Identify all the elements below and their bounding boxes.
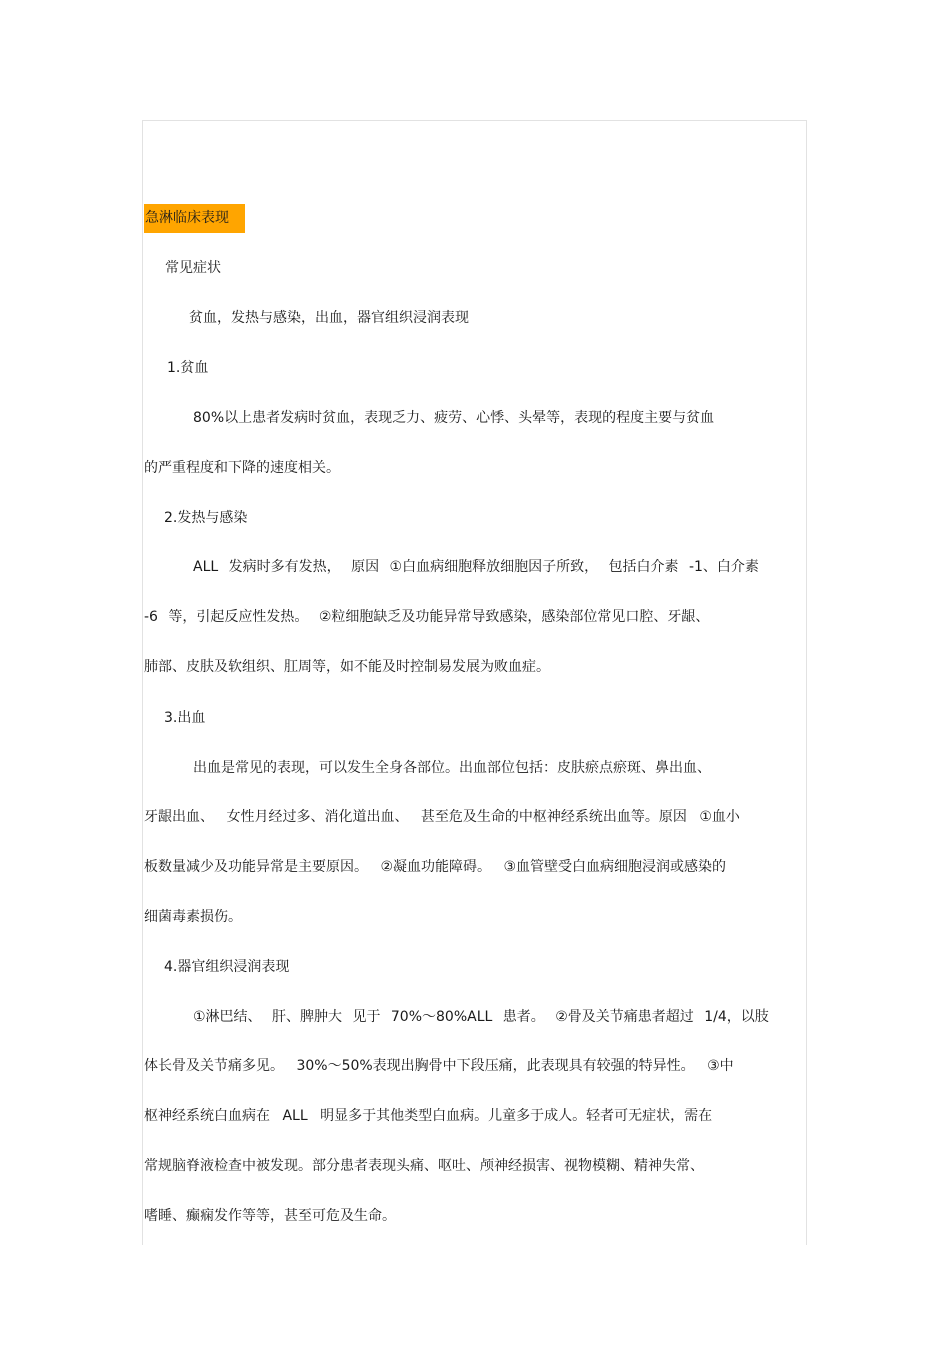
symptom-summary: 贫血，发热与感染，出血，器官组织浸润表现 (189, 310, 469, 326)
paragraph-line: 牙龈出血、 女性月经过多、消化道出血、 甚至危及生命的中枢神经系统出血等。原因 ①血小 (144, 809, 740, 825)
page-frame (142, 120, 807, 1245)
section-heading-common-symptoms: 常见症状 (165, 260, 221, 276)
paragraph-line: 细菌毒素损伤。 (144, 909, 242, 925)
paragraph-line: 肺部、皮肤及软组织、肛周等，如不能及时控制易发展为败血症。 (144, 659, 550, 675)
document-title: 急淋临床表现 (144, 204, 245, 233)
heading-fever-infection: 2.发热与感染 (164, 510, 248, 526)
paragraph-line: 的严重程度和下降的速度相关。 (144, 460, 340, 476)
paragraph-line: ①淋巴结、 肝、脾肿大 见于 70%～80%ALL 患者。 ②骨及关节痛患者超过 1/4，以肢 (193, 1009, 769, 1025)
paragraph-line: 80%以上患者发病时贫血，表现乏力、疲劳、心悸、头晕等，表现的程度主要与贫血 (193, 410, 715, 426)
paragraph-line: 枢神经系统白血病在 ALL 明显多于其他类型白血病。儿童多于成人。轻者可无症状，需在 (144, 1108, 713, 1124)
paragraph-line: ALL 发病时多有发热， 原因 ①白血病细胞释放细胞因子所致， 包括白介素 -1、白介素 (193, 559, 759, 575)
paragraph-line: 常规脑脊液检查中被发现。部分患者表现头痛、呕吐、颅神经损害、视物模糊、精神失常、 (144, 1158, 704, 1174)
heading-anemia: 1.贫血 (167, 360, 209, 376)
paragraph-line: 出血是常见的表现，可以发生全身各部位。出血部位包括：皮肤瘀点瘀斑、鼻出血、 (193, 760, 711, 776)
paragraph-line: -6 等，引起反应性发热。 ②粒细胞缺乏及功能异常导致感染，感染部位常见口腔、牙龈、 (144, 609, 710, 625)
paragraph-line: 板数量减少及功能异常是主要原因。 ②凝血功能障碍。 ③血管壁受白血病细胞浸润或感染的 (144, 859, 726, 875)
heading-bleeding: 3.出血 (164, 710, 206, 726)
paragraph-line: 嗜睡、癫痫发作等等，甚至可危及生命。 (144, 1208, 396, 1224)
heading-organ-infiltration: 4.器官组织浸润表现 (164, 959, 290, 975)
paragraph-line: 体长骨及关节痛多见。 30%～50%表现出胸骨中下段压痛，此表现具有较强的特异性。 ③中 (144, 1058, 734, 1074)
